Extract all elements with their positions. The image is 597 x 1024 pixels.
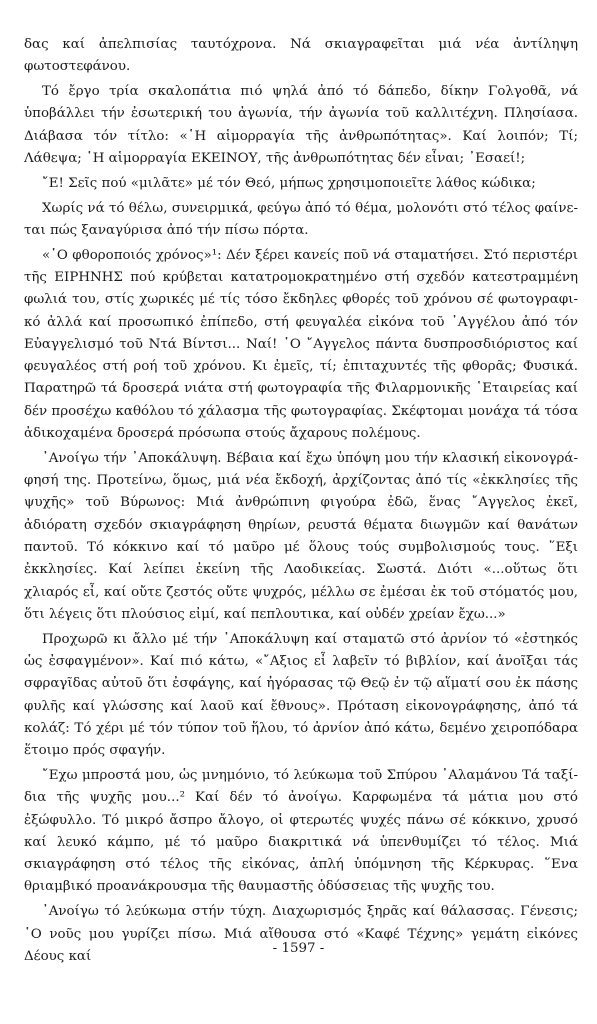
paragraph: ᾿Ανοίγω τό λεύκωμα στήν τύχη. Διαχωρισμός ξηρᾶς καί θάλασσας. Γένεσις; ῾Ο νοῦς μου γυρίζει πίσω. Μιά αἴθουσα στό «Καφέ Τέχνης» γεμάτη εἰκόνες Δέους καί	[24, 904, 578, 964]
page-body	[24, 34, 578, 971]
paragraph: Χωρίς νά τό θέλω, συνειρμικά, φεύγω ἀπό τό θέμα, μολονότι στό τέλος φαίνεται πώς ξαναγύρισα ἀπό τήν πίσω πόρτα.	[24, 200, 578, 238]
paragraph: Προχωρῶ κι ἄλλο μέ τήν ᾿Αποκάλυψη καί σταματῶ στό ἀρνίον τό «ἐστηκός ὡς ἐσφαγμένον». Καί πιό κάτω, «῎Αξιος εἶ λαβεῖν τό βιβλίον, καί ἀνοῖξαι τάς σφραγῖδας αὐτοῦ ὅτι ἐσφάγης, καί ἠγόρασας τῷ Θεῷ ἐν τῷ αἵματί σου ἐκ πάσης φυλῆς καί γλώσσης καί λαοῦ καί ἔθνους». Πρόταση εἰκονογράφησης, ἀπό τά κολάζ: Τό χέρι μέ τόν τύπον τοῦ ἥλου, τό ἀρνίον ἀπό κάτω, δεμένο χειροπόδαρα ἕτοιμο πρός σφαγήν.	[24, 631, 578, 759]
paragraph: ῎Ε! Σεῖς πού «μιλᾶτε» μέ τόν Θεό, μήπως χρησιμοποιεῖτε λάθος κώδικα;	[42, 175, 536, 191]
paragraph: δας καί ἀπελπισίας ταυτόχρονα. Νά σκιαγραφεῖται μιά νέα ἀντίληψη φωτοστεφάνου.	[24, 37, 578, 75]
paragraph: Τό ἔργο τρία σκαλοπάτια πιό ψηλά ἀπό τό δάπεδο, δίκην Γολγοθᾶ, νά ὑποβάλλει τήν ἐσωτερική του ἀγωνία, τήν ἀγωνία τοῦ καλλιτέχνη. Πλησίασα. Διάβασα τόν τίτλο: «῾Η αἱμορραγία τῆς ἀνθρωπότητας». Καί λοιπόν; Τί; Λάθεψα; ῾Η αἱμορραγία ΕΚΕΙΝΟΥ, τῆς ἀνθρωπότητας δέν εἶναι; ᾿Εσαεί!;	[24, 84, 578, 166]
paragraph: ᾿Ανοίγω τήν ᾿Αποκάλυψη. Βέβαια καί ἔχω ὑπόψη μου τήν κλασική εἰκονογράφησή της. Προτείνω, ὅμως, μιά νέα ἔκδοχή, ἀρχίζοντας ἀπό τίς «ἐκκλησίες τῆς ψυχῆς» τοῦ Βύρωνος: Μιά ἀνθρώπινη φιγούρα ἐδῶ, ἕνας ῎Αγγελος ἐκεῖ, ἀδιόρατη σχεδόν σκιαγράφηση θηρίων, ρευστά θέματα διωγμῶν καί θανάτων παντοῦ. Τό κόκκινο καί τό μαῦρο μέ ὅλους τούς συμβολισμούς τους. ῞Εξι ἐκκλησίες. Καί λείπει ἐκείνη τῆς Λαοδικείας. Σωστά. Διότι «...οὕτως ὅτι χλιαρός εἶ, καί οὔτε ζεστός οὔτε ψυχρός, μέλλω σε ἐμέσαι ἐκ τοῦ στόματός μου, ὅτι λέγεις ὅτι πλούσιος εἰμί, καί πεπλουτικα, καί οὐδέν χρείαν ἔχω...»	[24, 450, 578, 622]
page-number: - 1597 -	[272, 941, 325, 956]
paragraph: ῎Εχω μπροστά μου, ὡς μνημόνιο, τό λεύκωμα τοῦ Σπύρου ᾿Αλαμάνου Τά ταξίδια τῆς ψυχῆς μου...² Καί δέν τό ἀνοίγω. Καρφωμένα τά μάτια μου στό ἐξώφυλλο. Τό μικρό ἄσπρο ἄλογο, οἱ φτερωτές ψυχές πάνω σέ κόκκινο, χρυσό καί λευκό κάμπο, μέ τό μαῦρο διακριτικά νά ὑπενθυμίζει τό τέλος. Μιά σκιαγράφηση στό τέλος τῆς εἰκόνας, ἁπλή ὑπόμνηση τῆς Κέρκυρας. ῞Ενα θριαμβικό προανάκρουσμα τῆς θαυμαστῆς ὁδύσσειας τῆς ψυχῆς του.	[24, 768, 578, 895]
paragraph: «῾Ο φθοροποιός χρόνος»¹: Δέν ξέρει κανείς ποῦ νά σταματήσει. Στό περιστέρι τῆς ΕΙΡΗΝΗΣ πού κρύβεται κατατρομοκρατημένο στή σχεδόν κατεστραμμένη φωλιά του, στίς χωρικές μέ τίς τόσο ἔκδηλες φθορές τοῦ χρόνου σέ φωτογραφικό ἀλλά καί προσωπικό ἐπίπεδο, στή φευγαλέα εἰκόνα τοῦ ᾿Αγγέλου ἀπό τόν Εὐαγγελισμό τοῦ Ντά Βίντσι... Ναί! ῾Ο ῎Αγγελος πάντα δυσπροσδιόριστος καί φευγαλέος στή ροή τοῦ χρόνου. Κι ἐμεῖς, τί; ἐπιταχυντές τῆς φθορᾶς; Φυσικά. Παρατηρῶ τά δροσερά νιάτα στή φωτογραφία τῆς Φιλαρμονικῆς ῾Εταιρείας καί δέν προσέχω καθόλου τό χάλασμα τῆς φωτογραφίας. Σκέφτομαι μονάχα τά τόσα ἀδικοχαμένα δροσερά πρόσωπα στούς ἄχαρους πολέμους.	[24, 247, 578, 442]
